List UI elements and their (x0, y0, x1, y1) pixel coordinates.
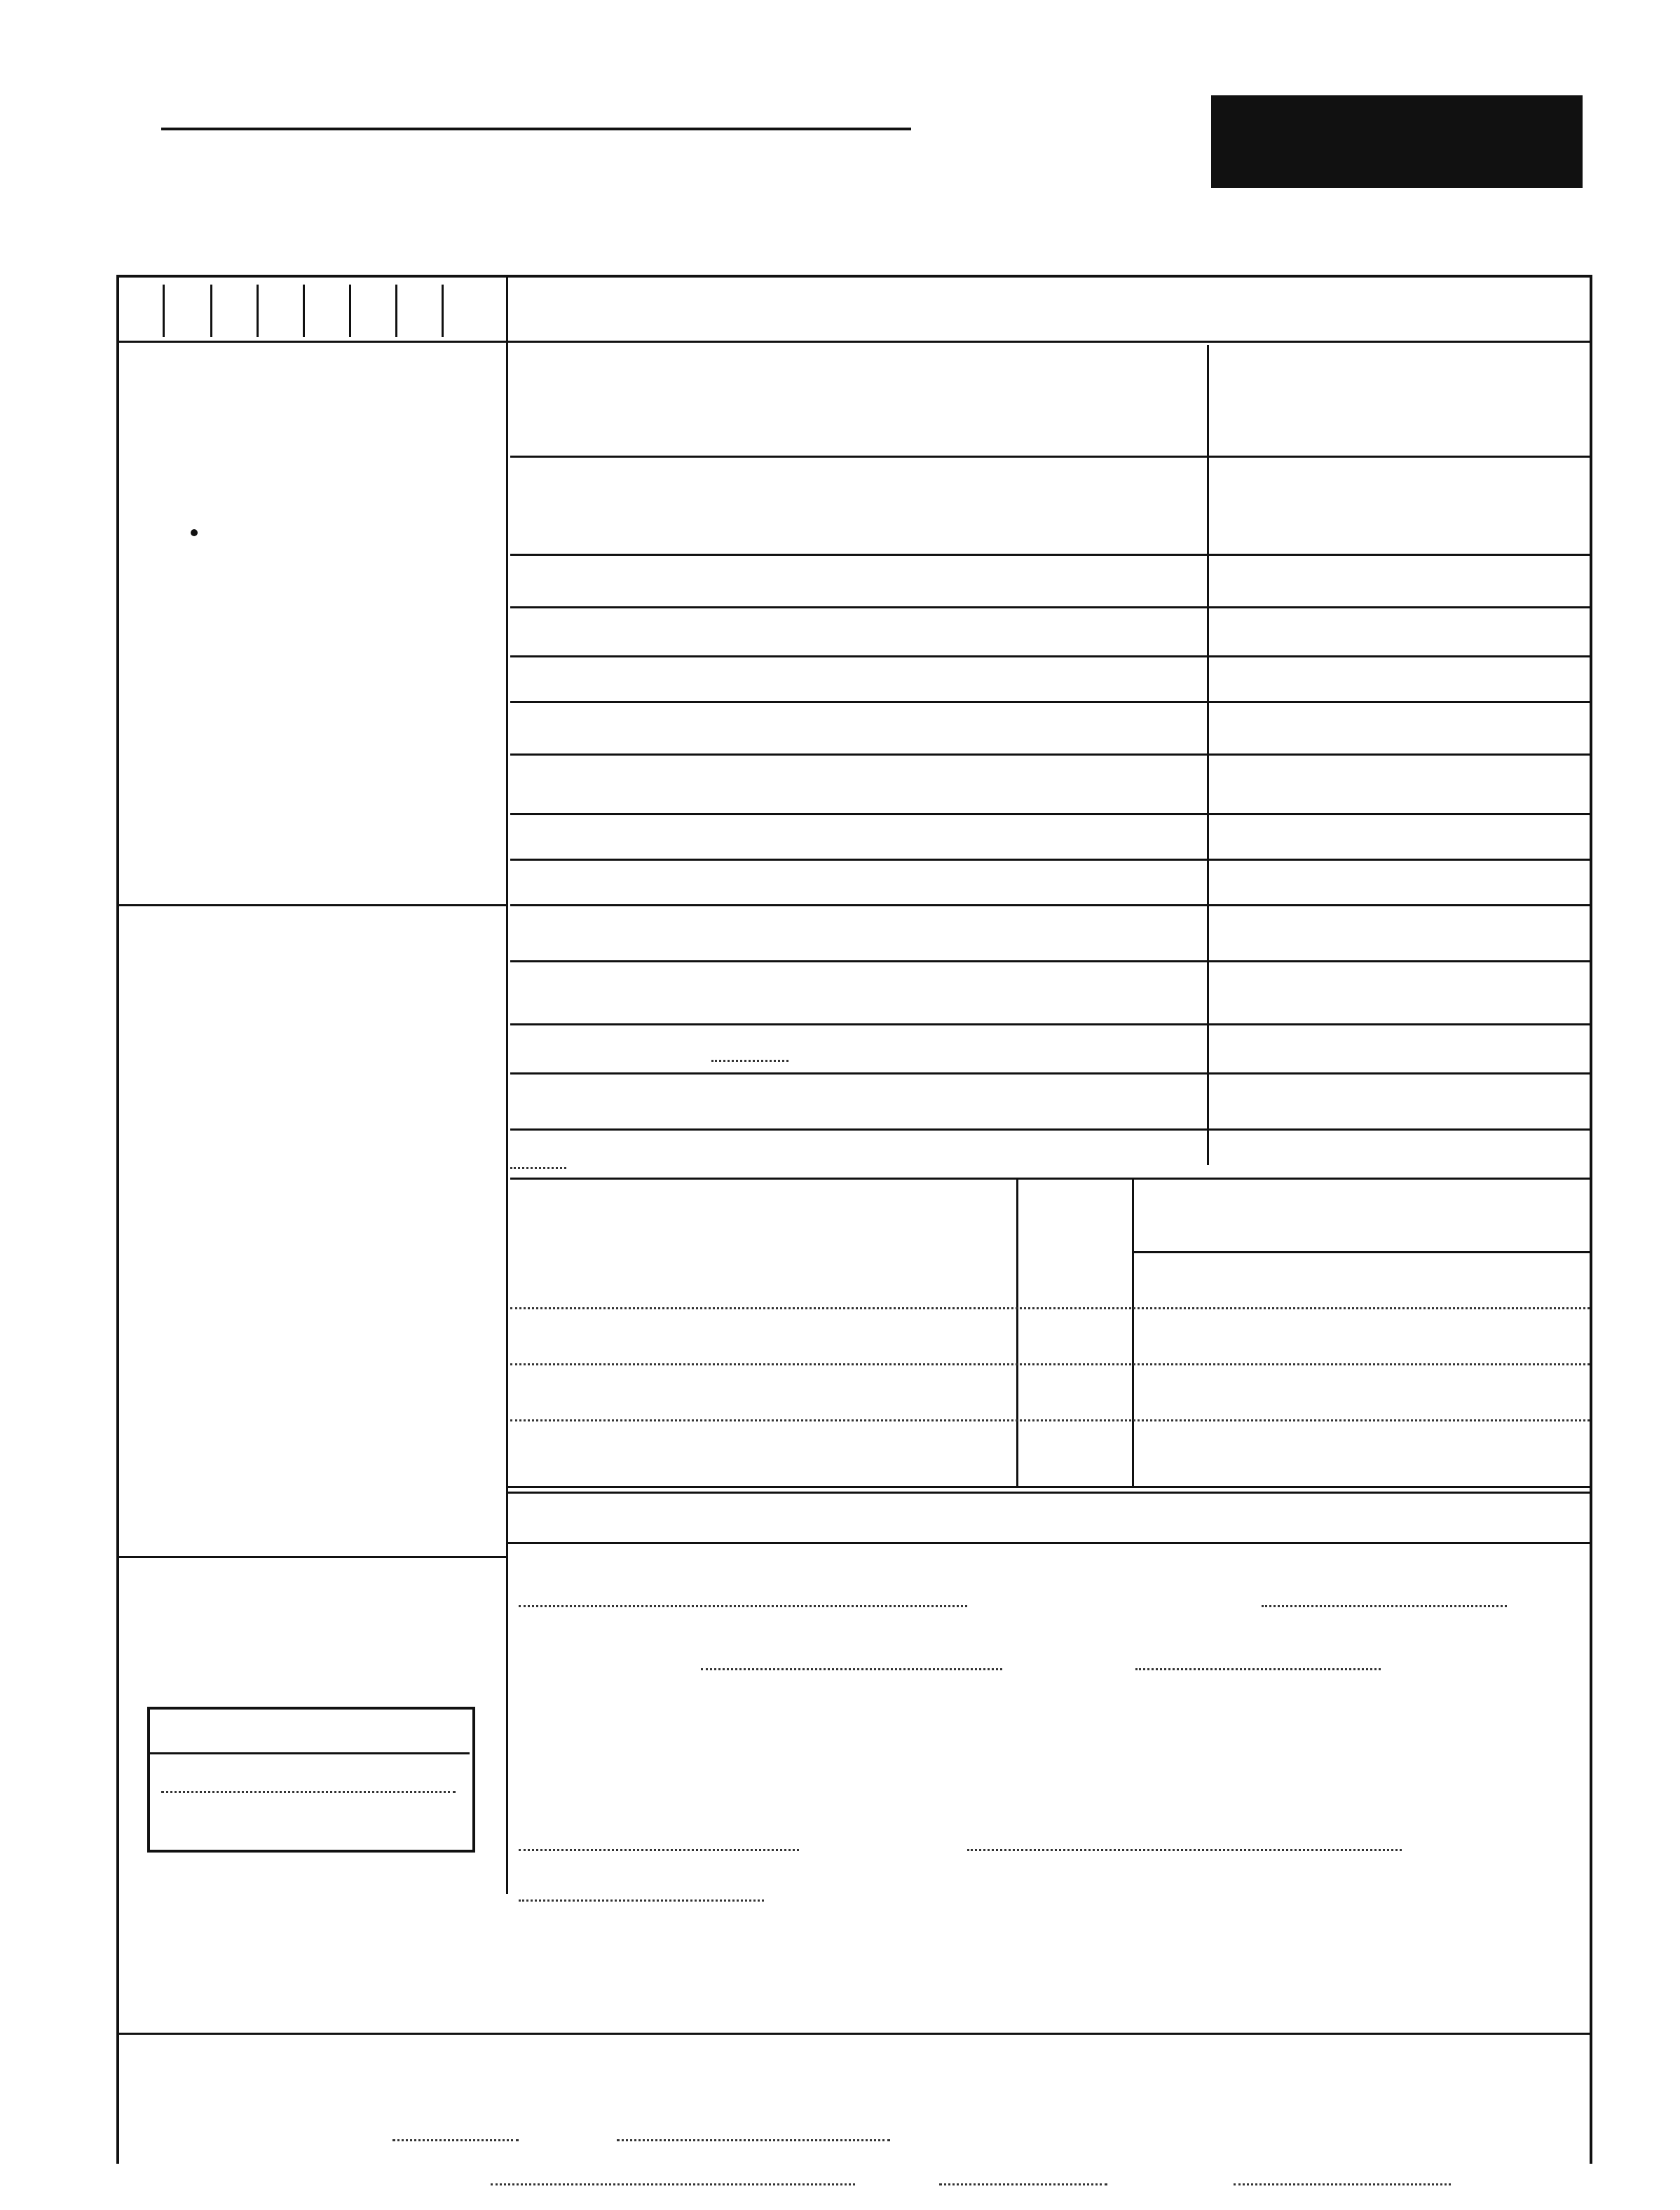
row-line-5 (510, 701, 1591, 703)
children-bottom-rule (506, 1486, 1591, 1488)
row-line-9 (510, 904, 1591, 906)
decl-address-dots (519, 1605, 967, 1607)
children-dots-3 (510, 1419, 1590, 1421)
children-dots-1 (510, 1307, 1590, 1309)
decl-place-date-dots (967, 1849, 1402, 1851)
children-col-divider-2 (1132, 1178, 1134, 1486)
law-bottom-rule (119, 1556, 506, 1558)
header-rule (161, 128, 911, 130)
bottom-etc-dots (491, 2183, 855, 2185)
children-col-divider-1 (1016, 1178, 1018, 1486)
row-line-10 (510, 960, 1591, 962)
row-line-6 (510, 753, 1591, 756)
photo-dot (191, 529, 198, 536)
bottom-line1-dots (617, 2139, 890, 2141)
note-top-rule (506, 1492, 1591, 1494)
row-line-13 (510, 1128, 1591, 1131)
row-line-14 (510, 1178, 1591, 1180)
bottom-forests-dots (939, 2183, 1107, 2185)
children-dots-2 (510, 1363, 1590, 1365)
decl-officer-dots (519, 1899, 764, 1902)
frame-left (116, 275, 119, 2164)
husband-dots (510, 1167, 566, 1169)
decl-signature-dots (519, 1849, 799, 1851)
yad-vashem-logo (1211, 95, 1583, 188)
frame-right (1590, 275, 1592, 2164)
bottom-ghetto-dots (392, 2139, 519, 2141)
row-line-1 (510, 456, 1591, 458)
citizenship-dots (161, 1791, 456, 1793)
decl-name-dots (1262, 1605, 1507, 1607)
left-column-divider (506, 275, 508, 1894)
row-line-11 (510, 1023, 1591, 1025)
photo-bottom-rule (119, 904, 506, 906)
row-line-2 (510, 554, 1591, 556)
row-line-7 (510, 813, 1591, 815)
field-12-dots (711, 1060, 788, 1062)
decl-relation-dots (1135, 1668, 1381, 1670)
approval-rule (119, 341, 506, 343)
note-bottom-rule (506, 1542, 1591, 1544)
row-line-8 (510, 859, 1591, 861)
decl-of-dots (701, 1668, 1002, 1670)
bottom-underground-dots (1234, 2183, 1451, 2185)
row-line-4 (510, 655, 1591, 657)
approval-ticks (119, 278, 506, 341)
frame-bottom-mid (116, 2033, 1591, 2035)
row-line-3 (510, 606, 1591, 608)
children-header-rule (1132, 1251, 1591, 1253)
row-line-12 (510, 1072, 1591, 1075)
citizenship-box (147, 1707, 475, 1853)
citizenship-title-rule (150, 1752, 470, 1754)
instruction-rule (506, 341, 1591, 343)
